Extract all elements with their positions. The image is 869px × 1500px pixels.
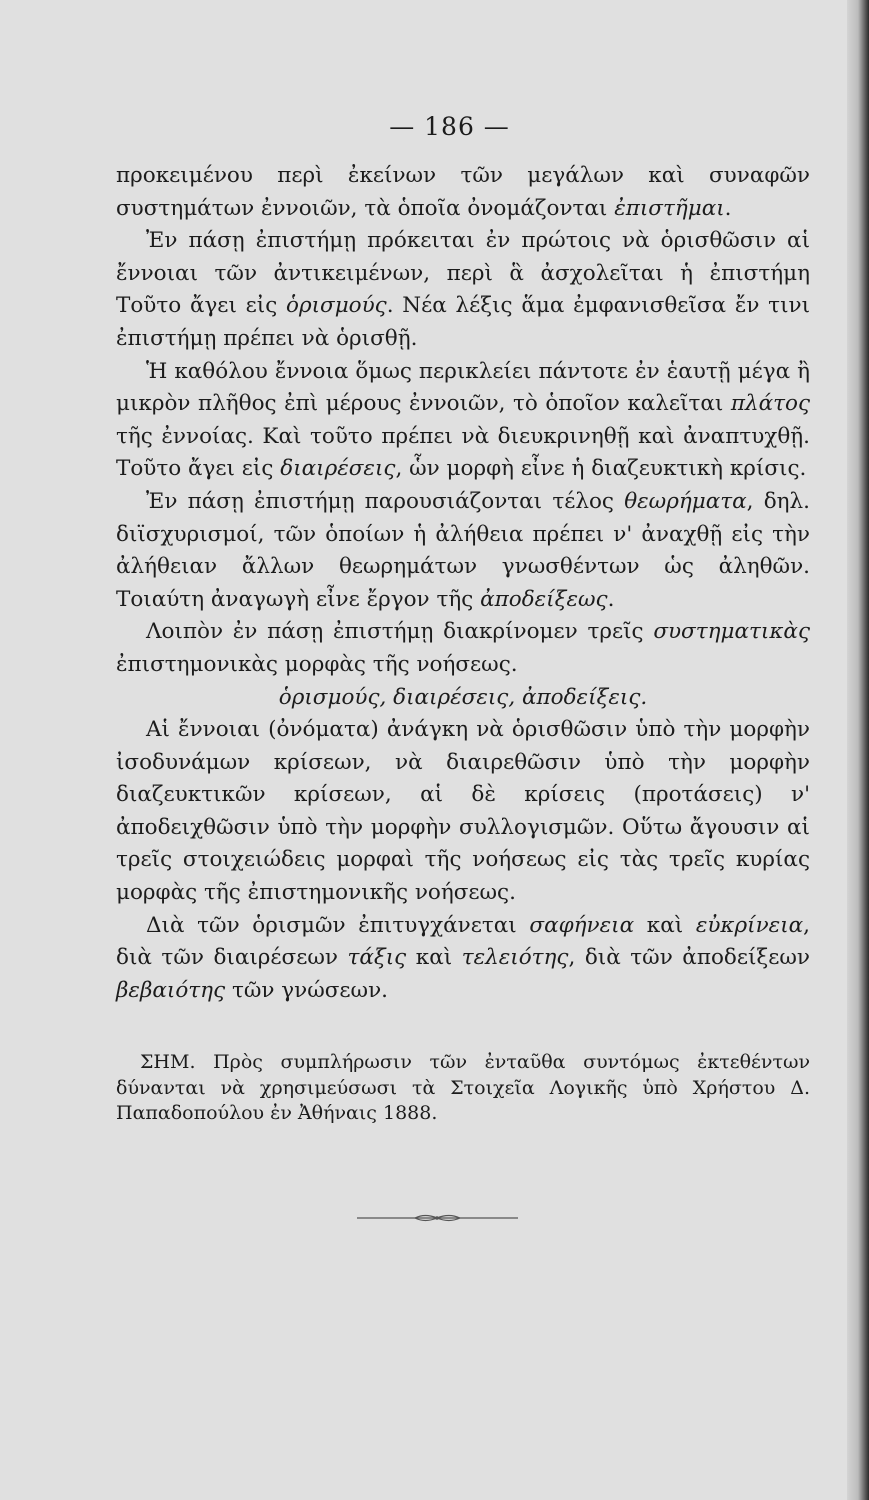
emphasized-text: διαιρέσεις — [280, 456, 396, 482]
paragraph — [116, 225, 810, 355]
emphasized-text: συστηματικὰς — [653, 619, 810, 645]
text-run: . Νέα λέξις ἅμα ἐμφανισθεῖσα ἔν τινι ἐπιστήμῃ πρέπει νὰ ὁρισθῇ. — [116, 293, 811, 351]
text-run: , διὰ τῶν διαιρέσεων — [116, 912, 810, 971]
text-run: Ἐν πάσῃ ἐπιστήμῃ πρόκειται ἐν πρώτοις νὰ ὁρισθῶσιν αἱ ἔννοιαι τῶν ἀντικειμένων, περὶ ἃ ἀσχολεῖται ἡ ἐπιστήμη Τοῦτο ἄγει εἰς — [116, 228, 810, 319]
emphasized-text: σαφήνεια — [529, 912, 635, 938]
emphasized-text: ἐπιστῆμαι — [614, 195, 725, 221]
paragraph — [116, 682, 810, 715]
text-run: καὶ — [634, 912, 696, 938]
footnote — [116, 1050, 810, 1127]
ornament-divider — [355, 1212, 520, 1224]
paragraph — [116, 160, 810, 225]
text-run: Ἐν πάσῃ ἐπιστήμῃ παρουσιάζονται τέλος — [146, 488, 625, 514]
emphasized-text: πλάτος — [730, 391, 810, 417]
emphasized-text: βεβαιότης — [116, 977, 226, 1003]
emphasized-text: θεωρήματα — [624, 488, 747, 514]
main-text — [116, 160, 810, 1007]
text-run: Διὰ τῶν ὁρισμῶν ἐπιτυγχάνεται — [146, 912, 530, 938]
text-run: , δηλ. διϊσχυρισμοί, τῶν ὁποίων ἡ ἀλήθεια πρέπει ν' ἀναχθῇ εἰς τὴν ἀλήθειαν ἄλλων θεωρημάτων γνωσθέντων ὡς ἀληθῶν. Τοιαύτη ἀναγωγὴ εἶνε ἔργον τῆς — [116, 488, 810, 612]
text-run: . — [724, 195, 732, 221]
emphasized-text: ὁρισμούς, διαιρέσεις, ἀποδείξεις. — [278, 684, 648, 710]
paragraph — [116, 714, 810, 910]
text-run: . — [607, 586, 615, 612]
emphasized-text: τάξις — [347, 945, 407, 971]
paragraph — [116, 616, 810, 681]
text-run: Λοιπὸν ἐν πάσῃ ἐπιστήμῃ διακρίνομεν τρεῖς — [146, 619, 654, 645]
emphasized-text: ὁρισμούς — [286, 293, 387, 319]
page-edge-shadow — [847, 0, 869, 1500]
paragraph — [116, 910, 810, 1008]
text-run: τῆς ἐννοίας. Καὶ τοῦτο πρέπει νὰ διευκρινηθῇ καὶ ἀναπτυχθῇ. Τοῦτο ἄγει εἰς — [116, 423, 810, 482]
text-run: προκειμένου περὶ ἐκείνων τῶν μεγάλων καὶ συναφῶν συστημάτων ἐννοιῶν, τὰ ὁποῖα ὀνομάζονται — [116, 163, 810, 221]
text-run: καὶ — [406, 945, 462, 971]
text-run: Ἡ καθόλου ἔννοια ὅμως περικλείει πάντοτε ἐν ἑαυτῇ μέγα ἢ μικρὸν πλῆθος ἐπὶ μέρους ἐννοιῶν, τὸ ὁποῖον καλεῖται — [116, 358, 810, 417]
paragraph — [116, 356, 810, 486]
text-run: ἐπιστημονικὰς μορφὰς τῆς νοήσεως. — [116, 651, 518, 677]
text-run: , ὧν μορφὴ εἶνε ἡ διαζευκτικὴ κρίσις. — [395, 456, 807, 482]
emphasized-text: τελειότης — [461, 945, 569, 971]
emphasized-text: ἀποδείξεως — [480, 586, 608, 612]
emphasized-text: εὐκρίνεια — [695, 912, 804, 938]
paragraph — [116, 486, 810, 616]
text-run: τῶν γνώσεων. — [225, 977, 388, 1003]
page-number: — 186 — — [389, 112, 510, 141]
text-run: Αἱ ἔννοιαι (ὀνόματα) ἀνάγκη νὰ ὁρισθῶσιν ὑπὸ τὴν μορφὴν ἰσοδυνάμων κρίσεων, νὰ διαιρεθῶσιν ὑπὸ τὴν μορφὴν διαζευκτικῶν κρίσεων, αἱ δὲ κρίσεις (προτάσεις) ν' ἀποδειχθῶσιν ὑπὸ τὴν μορφὴν συλλογισμῶν. Οὕτω ἄγουσιν αἱ τρεῖς στοιχειώδεις μορφαὶ τῆς νοήσεως εἰς τὰς τρεῖς κυρίας μορφὰς τῆς ἐπιστημονικῆς νοήσεως. — [116, 717, 810, 906]
text-run: , διὰ τῶν ἀποδείξεων — [568, 945, 810, 971]
footnote-text: ΣΗΜ. Πρὸς συμπλήρωσιν τῶν ἐνταῦθα συντόμως ἐκτεθέντων δύνανται νὰ χρησιμεύσωσι τὰ Στοιχεῖα Λογικῆς ὑπὸ Χρήστου Δ. Παπαδοπούλου ἐν Ἀθήναις 1888. — [116, 1051, 810, 1124]
